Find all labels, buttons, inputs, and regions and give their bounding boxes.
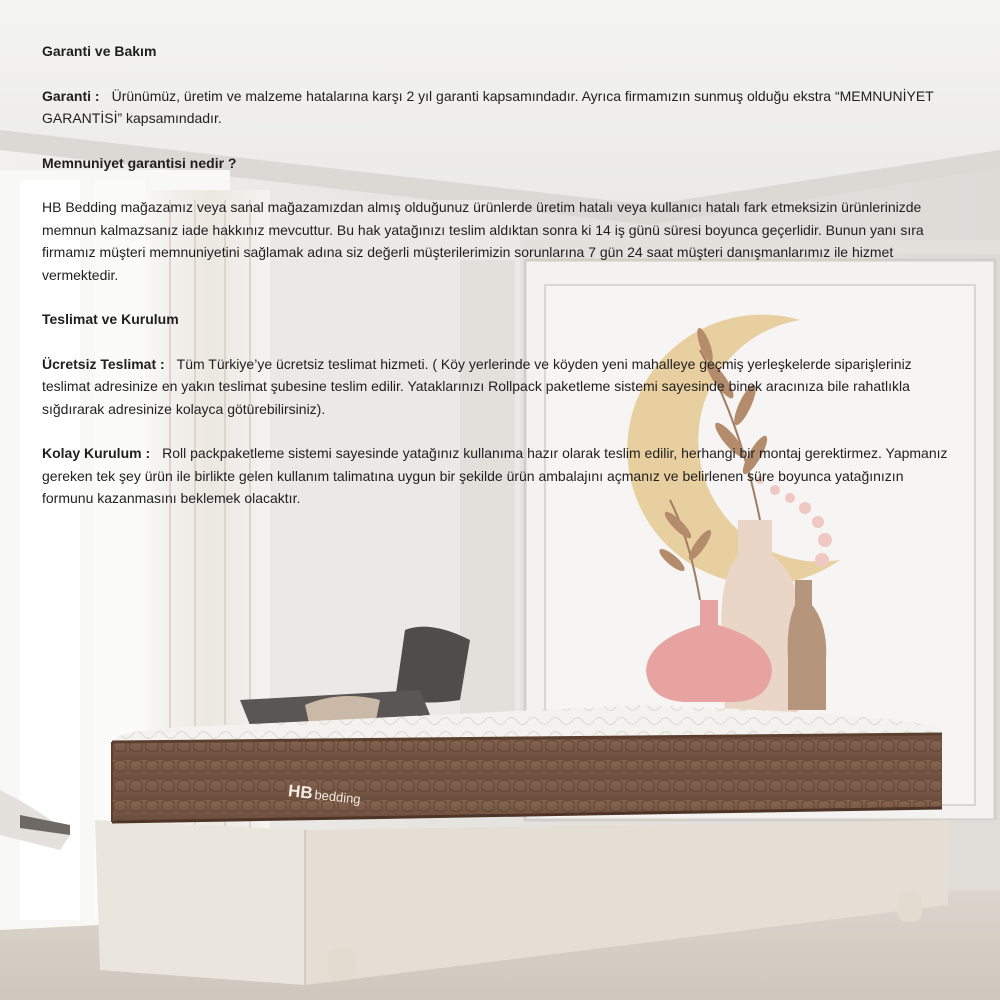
logo-brand-text: HB bbox=[287, 781, 314, 803]
text-warranty: Ürünümüz, üretim ve malzeme hatalarına karşı 2 yıl garanti kapsamındadır. Ayrıca firmamızın sunmuş olduğu ekstra “MEMNUNİYET GARANTİSİ” kapsamındadır. bbox=[42, 87, 934, 126]
paragraph-easy-installation bbox=[42, 442, 958, 510]
paragraph-satisfaction: HB Bedding mağazamız veya sanal mağazamızdan almış olduğunuz ürünlerde üretim hatalı veya kullanıcı hatalı fark etmeksizin ürünlerinizde memnun kalmazsanız iade hakkınız mevcuttur. Bu hak yatağınızı teslim aldıktan sonra ki 14 iş günü süresi boyunca geçerlidir. Bunun yanı sıra firmamız müşteri memnuniyetini sağlamak adına siz değerli müşterilerimizin sorunlarına 7 gün 24 saat müşteri danışmanlarımız ile hizmet vermektedir. bbox=[42, 199, 924, 283]
label-warranty: Garanti : bbox=[42, 87, 100, 104]
logo-sub-text: bedding bbox=[313, 787, 362, 807]
paragraph-warranty bbox=[42, 85, 958, 130]
label-free-delivery: Ücretsiz Teslimat : bbox=[42, 355, 165, 372]
text-free-delivery: Tüm Türkiye’ye ücretsiz teslimat hizmeti. ( Köy yerlerinde ve köyden yeni mahalleye geçmiş yerleşkelerde siparişleriniz teslimat adresinize en yakın teslimat şubesine teslim edilir. Yataklarınızı Rollpack paketleme sistemi sayesinde binek aracınıza bile rahatlıkla sığdırarak adresinize kolayca götürebilirsiniz). bbox=[42, 355, 912, 417]
heading-delivery-installation: Teslimat ve Kurulum bbox=[42, 311, 179, 327]
paragraph-free-delivery bbox=[42, 353, 958, 421]
text-easy-installation: Roll packpaketleme sistemi sayesinde yatağınız kullanıma hazır olarak teslim edilir, herhangi bir montaj gerektirmez. Yapmanız gereken tek şey ürün ile birlikte gelen kullanım talimatına uygun bir şekilde ürün ambalajını açmanız ve belirlenen süre boyunca yatağınızın formunu kazanmasını beklemek olacaktır. bbox=[42, 445, 948, 506]
label-easy-installation: Kolay Kurulum : bbox=[42, 445, 151, 461]
heading-warranty-care: Garanti ve Bakım bbox=[42, 43, 157, 59]
heading-satisfaction-guarantee: Memnuniyet garantisi nedir ? bbox=[42, 154, 237, 171]
